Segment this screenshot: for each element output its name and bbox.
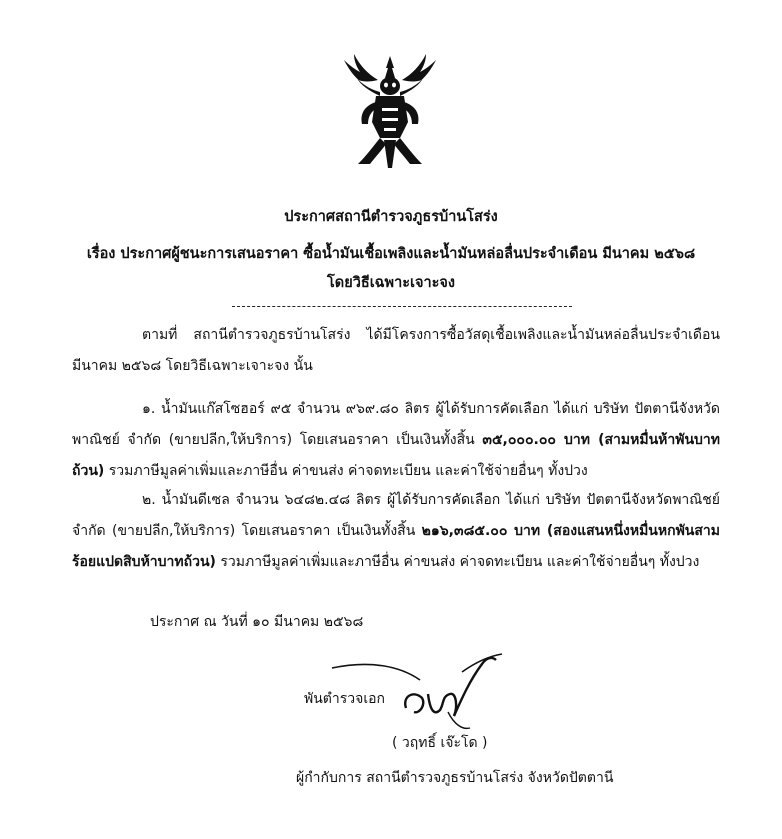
item-2-text: ๒. น้ำมันดีเซล จำนวน ๖๔๘๒.๔๘ ลิตร ผู้ได้รับการคัดเลือก ได้แก่ บริษัท ปัตตานีจังหวัดพาณิชย์ จำกัด (ขายปลีก,ให้บริการ) โดยเสนอราคา เป็นเงินทั้งสิ้น xyxy=(72,492,720,539)
signer-rank: พันตำรวจเอก xyxy=(304,691,386,707)
signer-position: ผู้กำกับการ สถานีตำรวจภูธรบ้านโสร่ง จังหวัดปัตตานี xyxy=(296,770,614,786)
garuda-emblem xyxy=(334,52,446,170)
announcement-subject: เรื่อง ประกาศผู้ชนะการเสนอราคา ซื้อน้ำมันเชื้อเพลิงและน้ำมันหล่อลื่นประจำเดือน มีนาคม ๒๕๖๘ xyxy=(86,246,696,262)
announcement-date: ประกาศ ณ วันที่ ๑๐ มีนาคม ๒๕๖๘ xyxy=(150,614,364,630)
procurement-method: โดยวิธีเฉพาะเจาะจง xyxy=(327,275,455,291)
signer-name: ( วฤทธิ์ เจ๊ะโด ) xyxy=(392,735,488,751)
item-1-amount: ๓๕,๐๐๐.๐๐ บาท (สามหมื่นห้าพันบาทถ้วน) xyxy=(72,432,721,479)
item-2-paragraph xyxy=(72,485,720,578)
item-2-amount: ๒๑๖,๓๘๕.๐๐ บาท (สองแสนหนึ่งหมื่นหกพันสามร้อยแปดสิบห้าบาทถ้วน) xyxy=(72,523,721,570)
announcement-title: ประกาศสถานีตำรวจภูธรบ้านโสร่ง xyxy=(284,209,498,225)
item-1-text: ๑. น้ำมันแก๊สโซฮอร์ ๙๕ จำนวน ๙๖๙.๘๐ ลิตร ผู้ได้รับการคัดเลือก ได้แก่ บริษัท ปัตตานีจังหวัดพาณิชย์ จำกัด (ขายปลีก,ให้บริการ) โดยเสนอราคา เป็นเงินทั้งสิ้น xyxy=(72,401,720,448)
intro-paragraph xyxy=(72,320,720,382)
item-2-tail: รวมภาษีมูลค่าเพิ่มและภาษีอื่น ค่าขนส่ง ค่าจดทะเบียน และค่าใช้จ่ายอื่นๆ ทั้งปวง xyxy=(220,554,700,570)
dashed-divider xyxy=(232,306,572,307)
intro-text: ตามที่ สถานีตำรวจภูธรบ้านโสร่ง ได้มีโครงการซื้อวัสดุเชื้อเพลิงและน้ำมันหล่อลื่นประจำเดือน มีนาคม ๒๕๖๘ โดยวิธีเฉพาะเจาะจง นั้น xyxy=(72,327,720,374)
item-1-paragraph xyxy=(72,394,720,487)
item-1-tail: รวมภาษีมูลค่าเพิ่มและภาษีอื่น ค่าขนส่ง ค่าจดทะเบียน และค่าใช้จ่ายอื่นๆ ทั้งปวง xyxy=(108,463,588,479)
